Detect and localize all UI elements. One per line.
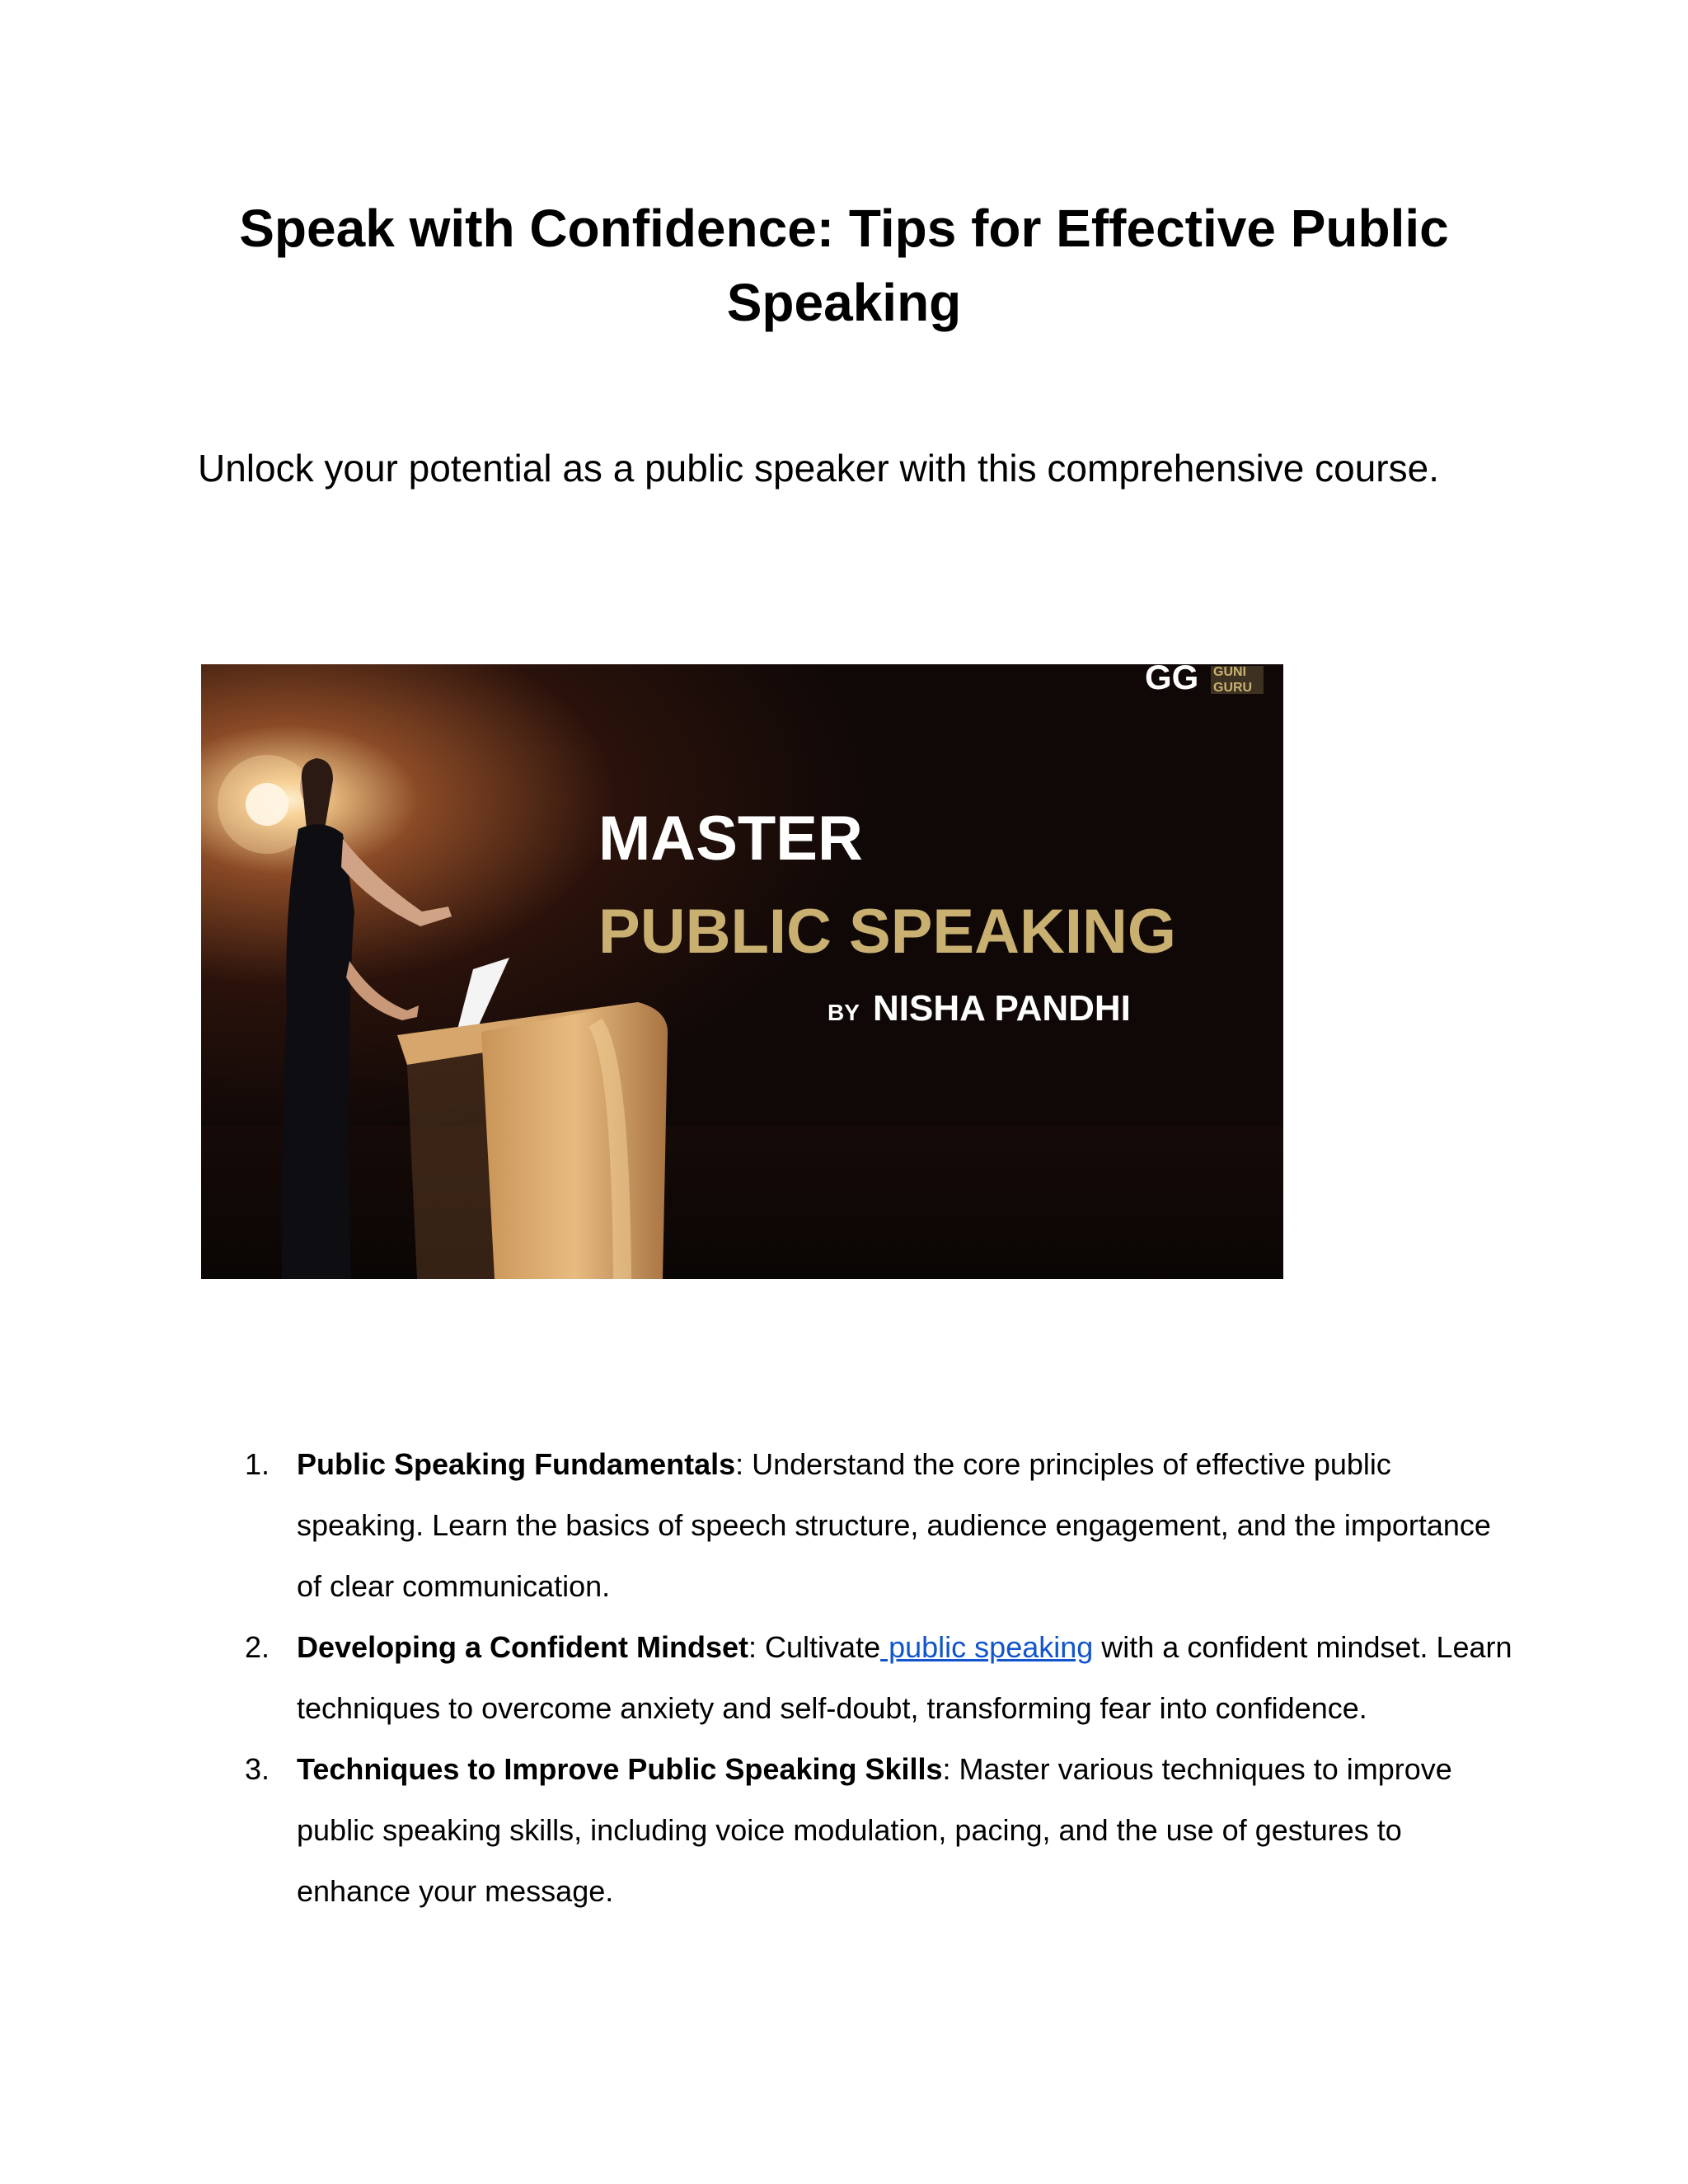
list-item-separator: : <box>735 1447 744 1481</box>
banner-logo-text-top: GUNI <box>1213 665 1246 679</box>
course-banner-image <box>201 664 1283 1279</box>
page-title: Speak with Confidence: Tips for Effective Public Speaking <box>239 199 1449 332</box>
banner-author: NISHA PANDHI <box>873 988 1131 1029</box>
list-item-number: 3. <box>245 1752 270 1786</box>
list-item-separator: : <box>942 1752 951 1786</box>
list-item-separator: : <box>748 1630 757 1664</box>
list-item-title: Techniques to Improve Public Speaking Skills <box>297 1752 943 1786</box>
public-speaking-link[interactable]: public speaking <box>880 1630 1094 1664</box>
podium <box>397 1002 668 1279</box>
banner-logo-mark: GG <box>1145 664 1199 696</box>
feature-list <box>198 1434 1517 1922</box>
list-item <box>198 1617 1517 1739</box>
list-item <box>198 1739 1517 1922</box>
banner-illustration <box>201 664 1283 1279</box>
list-item-title: Public Speaking Fundamentals <box>297 1447 736 1481</box>
banner-logo-text-bottom: GURU <box>1213 681 1253 695</box>
list-item <box>198 1434 1517 1617</box>
banner-line-master: MASTER <box>598 804 863 874</box>
list-item-text: Cultivate <box>757 1630 881 1664</box>
banner-line-public-speaking: PUBLIC SPEAKING <box>598 897 1176 967</box>
banner-by-label: BY <box>828 1000 860 1025</box>
list-item-title: Developing a Confident Mindset <box>297 1630 749 1664</box>
list-item-text: with a confident mindset. Learn techniques to overcome anxiety and self-doubt, transforming fear into confidence. <box>297 1630 1512 1725</box>
list-item-number: 1. <box>245 1447 270 1481</box>
subtitle: Unlock your potential as a public speaker with this comprehensive course. <box>198 447 1439 490</box>
list-item-number: 2. <box>245 1630 270 1664</box>
list-item-text: Master various techniques to improve public speaking skills, including voice modulation, pacing, and the use of gestures to enhance your message. <box>297 1752 1452 1908</box>
list-item-text: Understand the core principles of effective public speaking. Learn the basics of speech structure, audience engagement, and the importance of clear communication. <box>297 1447 1491 1603</box>
